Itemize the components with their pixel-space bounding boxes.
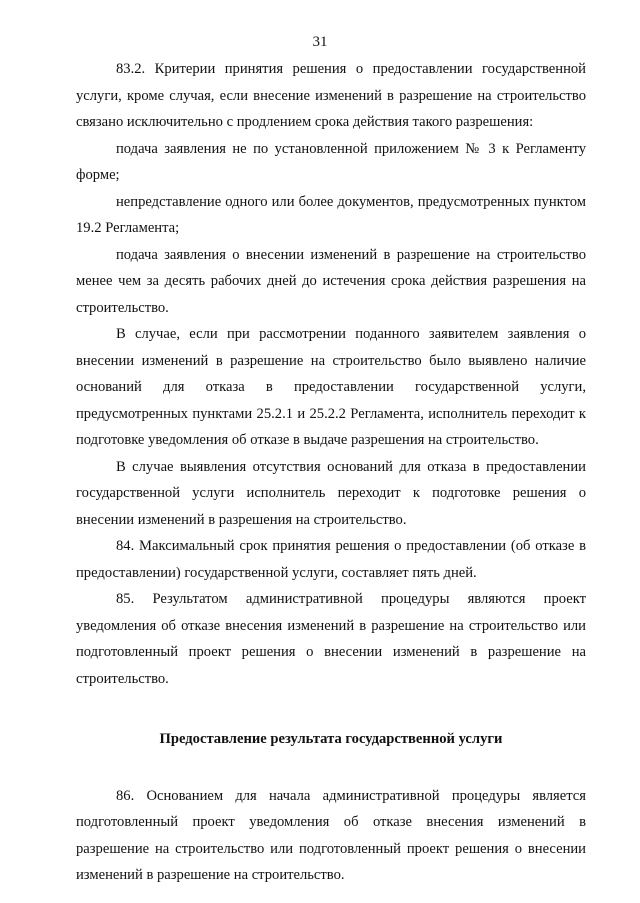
paragraph-86: 86. Основанием для начала административной процедуры является подготовленный проект уведомления об отказе внесения изменений в разрешение на строительство или подготовленный проект решения о внесении изменений в разрешение на строительство. bbox=[76, 787, 586, 883]
page-number: 31 bbox=[312, 34, 328, 50]
paragraph-refusal-case: В случае, если при рассмотрении поданного заявителем заявления о внесении изменений в разрешение на строительство было выявлено наличие оснований для отказа в предоставлении государственной услуги, предусмотренных пунктами 25.2.1 и 25.2.2 Регламента, исполнитель переходит к подготовке уведомления об отказе в выдаче разрешения на строительство. bbox=[76, 326, 586, 448]
criterion-documents: непредставление одного или более документов, предусмотренных пунктом 19.2 Регламента; bbox=[76, 193, 586, 236]
criterion-form: подача заявления не по установленной приложением № 3 к Регламенту форме; bbox=[76, 140, 586, 183]
document-body bbox=[76, 56, 586, 889]
paragraph-84: 84. Максимальный срок принятия решения о предоставлении (об отказе в предоставлении) государственной услуги, составляет пять дней. bbox=[76, 538, 586, 581]
paragraph-83-2: 83.2. Критерии принятия решения о предоставлении государственной услуги, кроме случая, если внесение изменений в разрешение на строительство связано исключительно с продлением срока действия такого разрешения: bbox=[76, 61, 586, 130]
section-heading: Предоставление результата государственной услуги bbox=[159, 731, 503, 747]
paragraph-approval-case: В случае выявления отсутствия оснований для отказа в предоставлении государственной услуги исполнитель переходит к подготовке решения о внесении изменений в разрешения на строительство. bbox=[76, 458, 586, 528]
criterion-deadline: подача заявления о внесении изменений в разрешение на строительство менее чем за десять рабочих дней до истечения срока действия разрешения на строительство. bbox=[76, 246, 586, 316]
paragraph-85: 85. Результатом административной процедуры являются проект уведомления об отказе внесения изменений в разрешение на строительство или подготовленный проект решения о внесении изменений в разрешение на строительство. bbox=[76, 591, 586, 687]
